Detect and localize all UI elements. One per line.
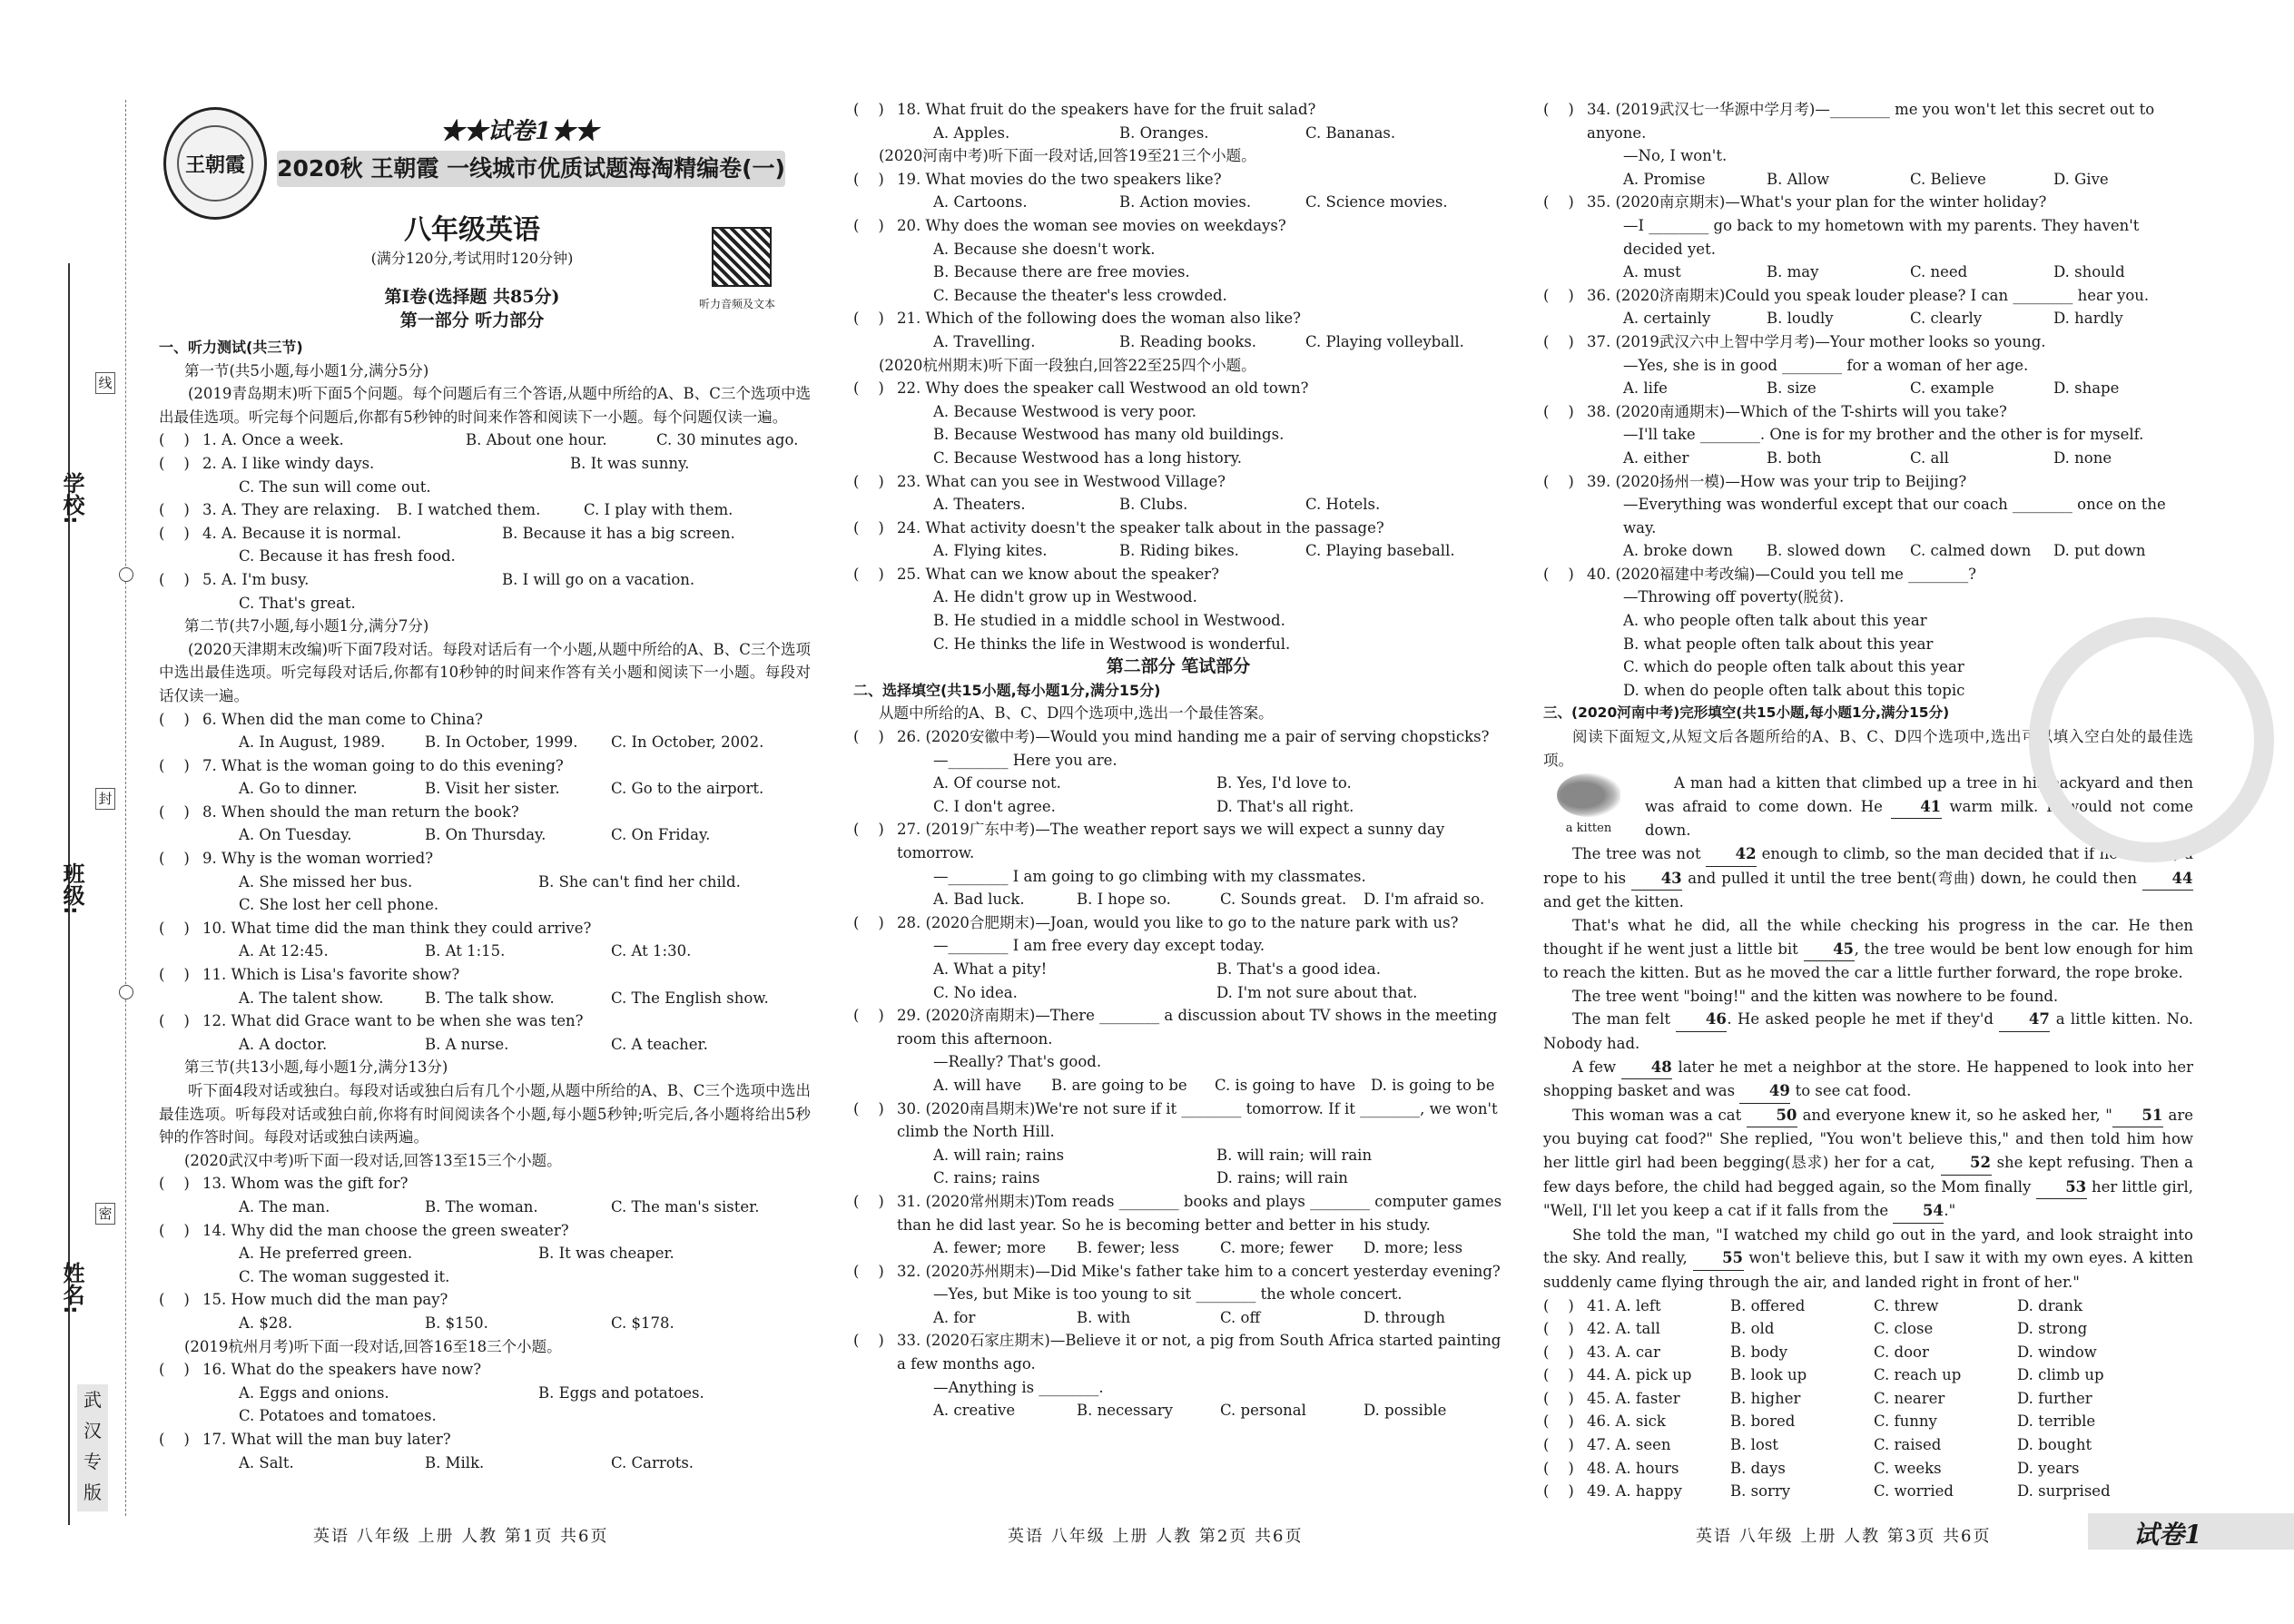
question-35[interactable]: ( ) 35. (2020南京期末)—What's your plan for the winter holiday? [1543, 193, 2047, 212]
footer-page-2: 英语 八年级 上册 人教 第2页 共6页 [1008, 1527, 1304, 1546]
question-11[interactable]: ( ) 11. Which is Lisa's favorite show? [159, 966, 460, 984]
footer-page-1: 英语 八年级 上册 人教 第1页 共6页 [313, 1527, 609, 1546]
section-title: 一、听力测试(共三节) [159, 339, 303, 356]
option: B. I will go on a vacation. [502, 570, 695, 588]
section-title: 三、(2020河南中考)完形填空(共15小题,每小题1分,满分15分) [1543, 704, 1950, 722]
exam-tag: ★★试卷1★★ [440, 118, 599, 145]
option: A. Because she doesn't work. [933, 240, 1156, 258]
footer-tag-text: 试卷1 [2133, 1520, 2202, 1550]
cloze-blank[interactable]: 43 [1631, 867, 1682, 891]
question-19[interactable]: ( ) 19. What movies do the two speakers like? [853, 170, 1222, 188]
question-49[interactable]: ( ) 49. A. happy B. sorry C. worried D. surprised [1543, 1482, 2111, 1501]
question-3[interactable]: ( ) 3. A. They are relaxing. B. I watched them. C. I play with them. [159, 498, 811, 522]
cloze-blank[interactable]: 49 [1739, 1079, 1790, 1104]
question-15[interactable]: ( ) 15. How much did the man pay? [159, 1291, 448, 1309]
options-34: A. Promise B. Allow C. Believe D. Give [1623, 170, 2109, 188]
question-14[interactable]: ( ) 14. Why did the man choose the green sweater? [159, 1221, 569, 1239]
cloze-blank[interactable]: 42 [1706, 842, 1757, 867]
option: B. Because there are free movies. [933, 263, 1190, 281]
options-23: A. Theaters. B. Clubs. C. Hotels. [933, 496, 1381, 514]
question-25[interactable]: ( ) 25. What can we know about the speaker? [853, 565, 1220, 583]
question-41[interactable]: ( ) 41. A. left B. offered C. threw D. drank [1543, 1296, 2083, 1314]
options-39: A. broke down B. slowed down C. calmed down D. put down [1623, 542, 2146, 560]
question-33[interactable]: ( ) 33. (2020石家庄期末)—Believe it or not, a pig from South Africa started painting a few months ago. [853, 1332, 1501, 1373]
options-36: A. certainly B. loudly C. clearly D. hardly [1623, 310, 2123, 328]
dialog-line: —No, I won't. [1623, 147, 1728, 165]
question-28[interactable]: ( ) 28. (2020合肥期末)—Joan, would you like to go to the nature park with us? [853, 913, 1459, 931]
options-10: A. At 12:45. B. At 1:15. C. At 1:30. [239, 942, 692, 960]
question-45[interactable]: ( ) 45. A. faster B. higher C. nearer D. further [1543, 1389, 2092, 1407]
cloze-blank[interactable]: 48 [1621, 1056, 1672, 1080]
option: B. Because Westwood has many old buildings. [933, 426, 1285, 444]
cloze-blank[interactable]: 50 [1747, 1104, 1797, 1128]
options-38: A. either B. both C. all D. none [1623, 448, 2112, 467]
question-5[interactable]: ( ) 5. A. I'm busy. B. I will go on a vacation. [159, 568, 811, 592]
cloze-blank[interactable]: 53 [2036, 1176, 2087, 1200]
question-26[interactable]: ( ) 26. (2020安徽中考)—Would you mind handing me a pair of serving chopsticks? [853, 728, 1490, 746]
options-19: A. Cartoons. B. Action movies. C. Science movies. [933, 193, 1448, 212]
options-16: A. Eggs and onions. B. Eggs and potatoes. [239, 1383, 704, 1402]
subsection-title: 第三节(共13小题,每小题1分,满分13分) [184, 1058, 448, 1077]
instructions: (2019青岛期末)听下面5个问题。每个问题后有三个答语,从题中所给的A、B、C三个选项中选出最佳选项。听完每个问题后,你都有5秒钟的时间来作答和阅读下一小题。每个问题仅读一遍。 [159, 385, 811, 426]
cloze-blank[interactable]: 44 [2142, 867, 2193, 891]
question-13[interactable]: ( ) 13. Whom was the gift for? [159, 1175, 409, 1193]
option: C. Potatoes and tomatoes. [239, 1407, 437, 1425]
passage-paragraph: A few 48 later he met a neighbor at the store. He happened to look into her shopping basket and was 49 to see cat food. [1543, 1056, 2193, 1104]
option: 3. A. They are relaxing. [202, 501, 380, 519]
option: B. About one hour. [466, 431, 607, 449]
kitten-illustration [1543, 772, 1634, 842]
cloze-blank[interactable]: 52 [1941, 1151, 1992, 1176]
option: C. which do people often talk about this year [1623, 658, 1964, 676]
part1-title: 第Ⅰ卷(选择题 共85分) [384, 287, 560, 307]
instructions: 阅读下面短文,从短文后各题所给的A、B、C、D四个选项中,选出可以填入空白处的最佳选项。 [1543, 728, 2193, 769]
dialog-line: —Anything is ________. [933, 1378, 1104, 1396]
qr-code [712, 227, 772, 287]
option: C. He thinks the life in Westwood is wonderful. [933, 635, 1291, 653]
option: 5. A. I'm busy. [202, 570, 310, 588]
group-intro: (2020武汉中考)听下面一段对话,回答13至15三个小题。 [184, 1151, 562, 1169]
binding-hole [119, 985, 133, 999]
group-intro: (2019杭州月考)听下面一段对话,回答16至18三个小题。 [184, 1337, 562, 1355]
option: C. 30 minutes ago. [656, 431, 799, 449]
option: A. Because Westwood is very poor. [933, 402, 1197, 420]
options-30: A. will rain; rains B. will rain; will rain [933, 1146, 1373, 1164]
option: A. He didn't grow up in Westwood. [933, 588, 1197, 606]
question-21[interactable]: ( ) 21. Which of the following does the woman also like? [853, 310, 1301, 328]
option: 1. A. Once a week. [202, 431, 344, 449]
series-banner: 2020秋 王朝霞 一线城市优质试题海淘精编卷(一) [277, 151, 785, 187]
question-31[interactable]: ( ) 31. (2020常州期末)Tom reads ________ books and plays ________ computer games than he did last year. So he is becoming better and better in his study. [853, 1192, 1502, 1234]
cloze-blank[interactable]: 55 [1693, 1246, 1744, 1271]
page-title: 八年级英语 [404, 214, 540, 246]
dialog-line: —Everything was wonderful except that our coach ________ once on the way. [1623, 496, 2166, 536]
question-38[interactable]: ( ) 38. (2020南通期末)—Which of the T-shirts will you take? [1543, 402, 2007, 420]
question-39[interactable]: ( ) 39. (2020扬州一模)—How was your trip to Beijing? [1543, 472, 1967, 490]
option: 2. A. I like windy days. [202, 454, 375, 472]
footer-page-3: 英语 八年级 上册 人教 第3页 共6页 [1696, 1527, 1992, 1546]
binding-mark-feng: 封 [95, 788, 115, 810]
options-21: A. Travelling. B. Reading books. C. Playing volleyball. [933, 332, 1464, 350]
options-24: A. Flying kites. B. Riding bikes. C. Playing baseball. [933, 542, 1455, 560]
question-12[interactable]: ( ) 12. What did Grace want to be when she was ten? [159, 1012, 584, 1030]
question-7[interactable]: ( ) 7. What is the woman going to do this evening? [159, 756, 564, 774]
question-27[interactable]: ( ) 27. (2019广东中考)—The weather report says we will expect a sunny day tomorrow. [853, 821, 1445, 861]
option: B. I watched them. [397, 501, 541, 519]
options-26: A. Of course not. B. Yes, I'd love to. [933, 774, 1352, 792]
question-40[interactable]: ( ) 40. (2020福建中考改编)—Could you tell me ________? [1543, 565, 1976, 583]
options-26b: C. I don't agree. D. That's all right. [933, 797, 1354, 815]
option: C. I play with them. [584, 501, 733, 519]
group-intro: (2020河南中考)听下面一段对话,回答19至21三个小题。 [879, 147, 1256, 165]
options-33: A. creative B. necessary C. personal D. possible [933, 1402, 1447, 1420]
name-label: 姓名: [59, 1262, 84, 1314]
question-36[interactable]: ( ) 36. (2020济南期末)Could you speak louder please? I can ________ hear you. [1543, 286, 2150, 304]
question-43[interactable]: ( ) 43. A. car B. body C. door D. window [1543, 1343, 2097, 1361]
options-9: A. She missed her bus. B. She can't find her child. [239, 872, 741, 891]
options-28: A. What a pity! B. That's a good idea. [933, 960, 1381, 978]
column-1 [159, 336, 811, 1474]
question-18[interactable]: ( ) 18. What fruit do the speakers have for the fruit salad? [853, 101, 1316, 118]
passage-paragraph: That's what he did, all the while checking his progress in the car. He then thought if he went just a little bit 45, the tree would be bent low enough for him to reach the kitten. But as he moved the car a little further forward, the rope broke. [1543, 917, 2194, 982]
options-29: A. will have B. are going to be C. is going to have D. is going to be [933, 1076, 1495, 1094]
column-2 [853, 98, 1503, 1422]
question-17[interactable]: ( ) 17. What will the man buy later? [159, 1430, 451, 1448]
options-15: A. $28. B. $150. C. $178. [239, 1314, 674, 1332]
dialog-line: —________ Here you are. [933, 751, 1117, 769]
cloze-blank[interactable]: 54 [1893, 1199, 1944, 1224]
question-42[interactable]: ( ) 42. A. tall B. old C. close D. strong [1543, 1320, 2088, 1338]
question-48[interactable]: ( ) 48. A. hours B. days C. weeks D. years [1543, 1459, 2080, 1477]
options-28b: C. No idea. D. I'm not sure about that. [933, 983, 1418, 1001]
kitten-caption: a kitten [1565, 822, 1612, 836]
part1-section: 第一部分 听力部分 [399, 310, 545, 330]
question-2[interactable]: ( ) 2. A. I like windy days. B. It was sunny. [159, 452, 811, 476]
watermark-seal [2029, 617, 2274, 862]
edition-label: 武汉专版 [77, 1384, 108, 1511]
section-title: 二、选择填空(共15小题,每小题1分,满分15分) [853, 681, 1161, 699]
options-18: A. Apples. B. Oranges. C. Bananas. [933, 123, 1396, 142]
option: B. He studied in a middle school in Westwood. [933, 612, 1285, 630]
options-8: A. On Tuesday. B. On Thursday. C. On Friday. [239, 826, 711, 844]
subsection-title: 第一节(共5小题,每小题1分,满分5分) [184, 361, 429, 379]
question-1[interactable]: ( ) 1. A. Once a week. B. About one hour. C. 30 minutes ago. [159, 428, 811, 452]
passage-paragraph: The man felt 46. He asked people he met if they'd 47 a little kitten. No. Nobody had. [1543, 1008, 2193, 1055]
option: B. Because it has a big screen. [502, 524, 735, 542]
question-32[interactable]: ( ) 32. (2020苏州期末)—Did Mike's father take him to a concert yesterday evening? [853, 1262, 1501, 1280]
footer-tag [2088, 1513, 2294, 1550]
dialog-line: —Really? That's good. [933, 1053, 1102, 1071]
binding-dashed-line [125, 100, 126, 1516]
option: A. who people often talk about this year [1623, 612, 1927, 630]
option: C. That's great. [239, 594, 356, 612]
question-20[interactable]: ( ) 20. Why does the woman see movies on weekdays? [853, 216, 1286, 234]
question-34[interactable]: ( ) 34. (2019武汉七一华源中学月考)—________ me you won't let this secret out to anyone. [1543, 101, 2155, 142]
passage-paragraph: A man had a kitten that climbed up a tree in his backyard and then was afraid to come down. He 41 warm milk. It would not come down. [1645, 774, 2193, 840]
question-16[interactable]: ( ) 16. What do the speakers have now? [159, 1361, 482, 1379]
options-35: A. must B. may C. need D. should [1623, 263, 2125, 281]
kitten-icon [1557, 773, 1620, 817]
qr-caption: 听力音频及文本 [699, 298, 776, 310]
options-32: A. for B. with C. off D. through [933, 1308, 1446, 1326]
dialog-line: —________ I am going to go climbing with my classmates. [933, 867, 1366, 885]
question-46[interactable]: ( ) 46. A. sick B. bored C. funny D. terrible [1543, 1412, 2096, 1431]
question-9[interactable]: ( ) 9. Why is the woman worried? [159, 850, 434, 868]
question-24[interactable]: ( ) 24. What activity doesn't the speaker talk about in the passage? [853, 518, 1384, 536]
subsection-title: 第二节(共7小题,每小题1分,满分7分) [184, 617, 429, 635]
question-44[interactable]: ( ) 44. A. pick up B. look up C. reach up D. climb up [1543, 1366, 2104, 1384]
options-6: A. In August, 1989. B. In October, 1999. C. In October, 2002. [239, 733, 764, 752]
binding-mark-mi: 密 [95, 1203, 115, 1225]
option: 4. A. Because it is normal. [202, 524, 402, 542]
question-4[interactable]: ( ) 4. A. Because it is normal. B. Because it has a big screen. [159, 522, 811, 546]
dialog-line: —Throwing off poverty(脱贫). [1623, 588, 1845, 606]
binding-mark-xian: 线 [95, 372, 115, 394]
options-7: A. Go to dinner. B. Visit her sister. C. Go to the airport. [239, 780, 764, 798]
question-8[interactable]: ( ) 8. When should the man return the book? [159, 802, 519, 821]
question-23[interactable]: ( ) 23. What can you see in Westwood Village? [853, 472, 1226, 490]
options-13: A. The man. B. The woman. C. The man's sister. [239, 1197, 760, 1216]
passage-paragraph: This woman was a cat 50 and everyone knew it, so he asked her, " 51 are you buying cat food?" She replied, "You won't believe this," and then told him how her little girl had been begging(恳求) her for a cat, 52 she kept refusing. Then a few days before, the child had begged again, so the Mom finally 53 her little girl, "Well, I'll let you keep a cat if it falls from the 54." [1543, 1104, 2193, 1224]
question-30[interactable]: ( ) 30. (2020南昌期末)We're not sure if it ________ tomorrow. If it ________, we won't climb the North Hill. [853, 1099, 1498, 1141]
question-6[interactable]: ( ) 6. When did the man come to China? [159, 710, 483, 728]
passage-paragraph: The tree was not 42 enough to climb, so the man decided that if he tied(拴) a rope to his 43 and pulled it until the tree bent(弯曲) down, he could then 44 and get the kitten. [1543, 842, 2193, 914]
group-intro: (2020杭州期末)听下面一段独白,回答22至25四个小题。 [879, 356, 1256, 374]
cloze-blank[interactable]: 46 [1676, 1008, 1727, 1032]
passage-paragraph: The tree went "boing!" and the kitten was nowhere to be found. [1572, 987, 2059, 1005]
passage-paragraph: She told the man, "I watched my child go out in the yard, and look straight into the sky. And really, 55 won't believe this, but I saw it with my own eyes. A kitten suddenly came flying through the air, and landed right in front of her." [1543, 1225, 2193, 1291]
question-29[interactable]: ( ) 29. (2020济南期末)—There ________ a discussion about TV shows in the meeting room this afternoon. [853, 1007, 1498, 1048]
cloze-blank[interactable]: 51 [2112, 1104, 2163, 1128]
option: B. what people often talk about this year [1623, 635, 1934, 653]
binding-hole [119, 567, 133, 582]
score-note: (满分120分,考试用时120分钟) [370, 250, 574, 267]
cloze-blank[interactable]: 41 [1891, 795, 1942, 820]
dialog-line: —I'll take ________. One is for my brother and the other is for myself. [1623, 426, 2144, 444]
options-30b: C. rains; rains D. rains; will rain [933, 1169, 1348, 1187]
option: C. The woman suggested it. [239, 1267, 450, 1285]
options-31: A. fewer; more B. fewer; less C. more; fewer D. more; less [933, 1239, 1463, 1257]
part2-title: 第二部分 笔试部分 [1106, 656, 1251, 677]
option: C. Because the theater's less crowded. [933, 286, 1227, 304]
options-14: A. He preferred green. B. It was cheaper. [239, 1245, 674, 1263]
options-12: A. A doctor. B. A nurse. C. A teacher. [239, 1035, 708, 1053]
cloze-blank[interactable]: 47 [1999, 1008, 2050, 1032]
question-47[interactable]: ( ) 47. A. seen B. lost C. raised D. bought [1543, 1436, 2092, 1454]
class-label: 班级: [59, 862, 84, 915]
dialog-line: —Yes, she is in good ________ for a woman of her age. [1623, 356, 2029, 374]
option: D. when do people often talk about this topic [1623, 681, 1965, 699]
dialog-line: —Yes, but Mike is too young to sit ________ the whole concert. [933, 1285, 1403, 1304]
options-17: A. Salt. B. Milk. C. Carrots. [239, 1453, 694, 1471]
school-label: 学校: [59, 472, 84, 525]
question-37[interactable]: ( ) 37. (2019武汉六中上智中学月考)—Your mother looks so young. [1543, 332, 2046, 350]
option: C. The sun will come out. [239, 477, 431, 496]
dialog-line: —________ I am free every day except today. [933, 937, 1265, 955]
option: C. Because Westwood has a long history. [933, 448, 1242, 467]
option: C. She lost her cell phone. [239, 896, 439, 914]
question-10[interactable]: ( ) 10. What time did the man think they could arrive? [159, 919, 592, 937]
option: C. Because it has fresh food. [239, 547, 456, 566]
question-22[interactable]: ( ) 22. Why does the speaker call Westwood an old town? [853, 379, 1309, 398]
options-11: A. The talent show. B. The talk show. C. The English show. [239, 989, 769, 1007]
instructions: 从题中所给的A、B、C、D四个选项中,选出一个最佳答案。 [879, 704, 1274, 723]
cloze-blank[interactable]: 45 [1804, 938, 1855, 962]
dialog-line: —I ________ go back to my hometown with my parents. They haven't decided yet. [1623, 216, 2140, 258]
option: B. It was sunny. [570, 454, 690, 472]
options-27: A. Bad luck. B. I hope so. C. Sounds great. D. I'm afraid so. [933, 891, 1485, 909]
logo-seal: 王朝霞 [163, 107, 267, 220]
instructions: (2020天津期末改编)听下面7段对话。每段对话后有一个小题,从题中所给的A、B、C三个选项中选出最佳选项。听完每段对话后,你都有10秒钟的时间来作答有关小题和阅读下一小题。每段对话仅读一遍。 [159, 640, 811, 704]
cloze-passage [1543, 772, 2193, 1294]
options-37: A. life B. size C. example D. shape [1623, 379, 2120, 398]
instructions: 听下面4段对话或独白。每段对话或独白后有几个小题,从题中所给的A、B、C三个选项中选出最佳选项。听每段对话或独白前,你将有时间阅读各个小题,每小题5秒钟;听完后,各小题将给出5秒钟的作答时间。每段对话或独白读两遍。 [159, 1082, 811, 1147]
